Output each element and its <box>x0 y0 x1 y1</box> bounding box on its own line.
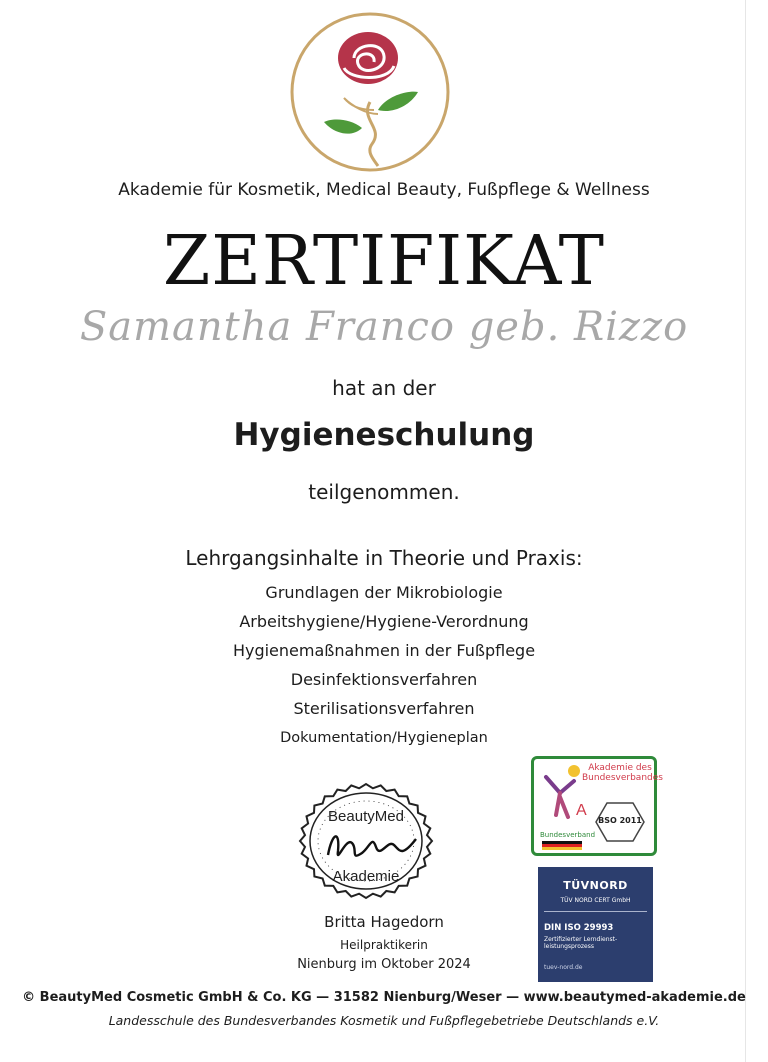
bundesverband-badge <box>531 756 663 856</box>
intro-text: hat an der <box>332 376 436 400</box>
academy-line: Akademie für Kosmetik, Medical Beauty, Fußpflege & Wellness <box>118 180 650 200</box>
badge-label: Bundesverband <box>540 831 596 839</box>
tuev-process: Zertifizierter Lerndienst- leistungsprozess <box>544 936 618 950</box>
list-item: Arbeitshygiene/Hygiene-Verordnung <box>239 612 529 631</box>
seal-bottom-text: Akademie <box>332 868 400 885</box>
badge-letter: A <box>576 802 587 819</box>
badge-title: Akademie des Bundesverbandes <box>582 763 663 783</box>
certificate-title: ZERTIFIKAT <box>163 222 605 301</box>
german-flag-icon <box>542 841 582 850</box>
footer-school-line: Landesschule des Bundesverbandes Kosmetik und Fußpflegebetriebe Deutschlands e.V. <box>108 1013 660 1028</box>
signatory-place-date: Nienburg im Oktober 2024 <box>297 957 471 972</box>
footer-company-line: © BeautyMed Cosmetic GmbH & Co. KG — 31582 Nienburg/Weser — www.beautymed-akademie.de <box>22 990 746 1005</box>
course-contents-list <box>0 579 768 753</box>
scalloped-seal-icon <box>292 777 440 905</box>
tuev-brand: TÜVNORD <box>563 879 628 892</box>
bso-hexagon: BSO 2011 <box>594 801 646 843</box>
page-edge-line <box>745 0 746 1062</box>
list-item: Desinfektionsverfahren <box>290 670 478 689</box>
course-title: Hygieneschulung <box>233 417 535 453</box>
signatory-name: Britta Hagedorn <box>324 913 444 931</box>
participated-text: teilgenommen. <box>308 480 460 504</box>
list-item: Dokumentation/Hygieneplan <box>280 730 488 746</box>
person-figure-icon <box>538 763 588 833</box>
tuev-nord-badge <box>538 867 653 982</box>
list-item: Sterilisationsverfahren <box>293 699 475 718</box>
list-item: Grundlagen der Mikrobiologie <box>265 583 503 602</box>
contents-heading: Lehrgangsinhalte in Theorie und Praxis: <box>185 546 583 570</box>
divider <box>544 911 647 912</box>
recipient-name: Samantha Franco geb. Rizzo <box>79 304 689 350</box>
rose-logo-icon <box>288 10 452 174</box>
signatory-role: Heilpraktikerin <box>340 938 428 952</box>
tuev-standard: DIN ISO 29993 <box>544 923 614 933</box>
tuev-cert: TÜV NORD CERT GmbH <box>560 897 631 904</box>
seal-top-text: BeautyMed <box>328 808 404 825</box>
tuev-url: tuev-nord.de <box>544 964 583 971</box>
list-item: Hygienemaßnahmen in der Fußpflege <box>232 641 536 660</box>
